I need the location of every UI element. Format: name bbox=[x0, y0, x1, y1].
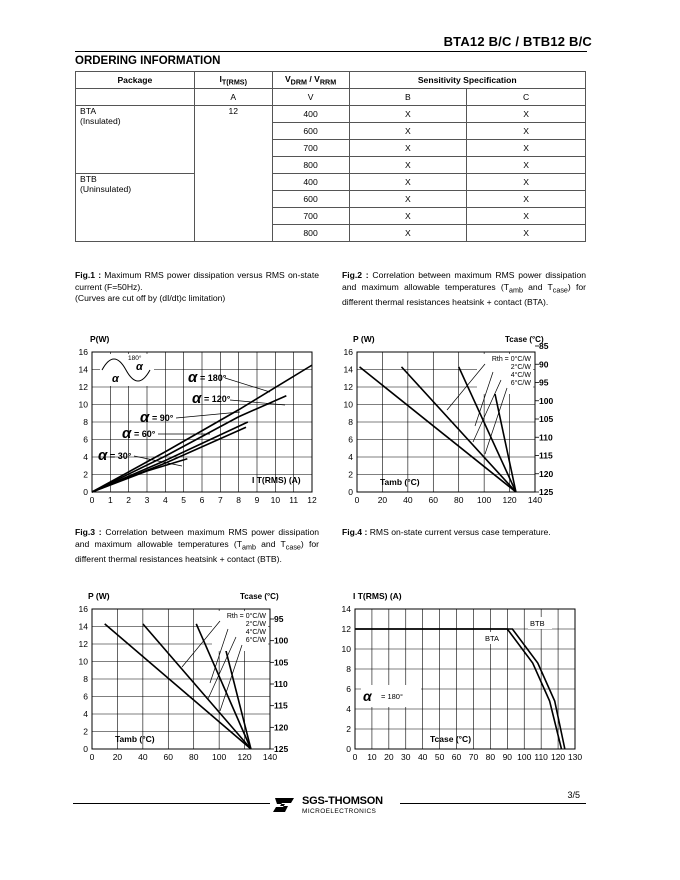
document-header-title: BTA12 B/C / BTB12 B/C bbox=[443, 34, 592, 49]
y-tick-label: 2 bbox=[346, 724, 351, 734]
x-tick-label: 8 bbox=[236, 495, 242, 505]
y2-tick-label: 100 bbox=[539, 395, 554, 406]
x-tick-label: 100 bbox=[477, 495, 492, 505]
current-cell: 12 bbox=[194, 106, 272, 242]
y2-tick-label: 95 bbox=[539, 377, 549, 388]
y-tick-label: 12 bbox=[341, 624, 351, 634]
x-tick-label: 60 bbox=[428, 495, 439, 505]
alpha-value-label: = 180° bbox=[200, 373, 227, 383]
y-tick-label: 6 bbox=[346, 684, 351, 694]
x-tick-label: 140 bbox=[527, 495, 543, 505]
alpha-value-label: = 30° bbox=[110, 451, 132, 461]
y2-tick-label: 90 bbox=[539, 359, 549, 370]
x-tick-label: 20 bbox=[384, 752, 394, 762]
x-axis-label: Tamb (°C) bbox=[115, 734, 155, 744]
y-tick-label: 8 bbox=[348, 417, 353, 427]
y2-tick-label: 105 bbox=[274, 657, 289, 668]
table-row: 800 X X bbox=[76, 225, 586, 242]
y-tick-label: 10 bbox=[343, 399, 353, 410]
header-package: Package bbox=[76, 72, 195, 89]
package-cell: BTB (Uninsulated) bbox=[76, 174, 195, 242]
y-tick-label: 2 bbox=[348, 469, 353, 480]
y-tick-label: 2 bbox=[83, 469, 88, 480]
x-tick-label: 40 bbox=[403, 495, 413, 505]
st-logo-icon bbox=[272, 794, 298, 814]
legend-entry: 6°C/W bbox=[245, 637, 266, 644]
alpha-symbol: α bbox=[140, 409, 150, 426]
page-number: 3/5 bbox=[567, 790, 580, 800]
table-row: 700 X X bbox=[76, 208, 586, 225]
plot-frame bbox=[355, 609, 575, 749]
table-row: 600 X X bbox=[76, 191, 586, 208]
y-tick-label: 2 bbox=[83, 726, 88, 737]
table-row: 800 X X bbox=[76, 157, 586, 174]
y-tick-label: 6 bbox=[83, 434, 88, 445]
y-tick-label: 14 bbox=[78, 621, 88, 632]
alpha-value-label: = 60° bbox=[134, 429, 156, 439]
unit-voltage: V bbox=[272, 89, 349, 106]
x-tick-label: 6 bbox=[199, 495, 205, 505]
header-sensitivity: Sensitivity Specification bbox=[349, 72, 586, 89]
x-tick-label: 110 bbox=[534, 752, 548, 762]
alpha-symbol: α bbox=[98, 447, 108, 464]
x-tick-label: 0 bbox=[89, 752, 95, 762]
y-tick-label: 0 bbox=[348, 487, 353, 497]
header-b: B bbox=[349, 89, 467, 106]
y-tick-label: 10 bbox=[341, 644, 351, 654]
x-tick-label: 3 bbox=[144, 495, 150, 505]
y-axis-label: P(W) bbox=[90, 334, 110, 344]
y-tick-label: 0 bbox=[83, 487, 88, 497]
y2-tick-label: 120 bbox=[274, 722, 289, 733]
x-tick-label: 11 bbox=[289, 495, 299, 505]
y-tick-label: 14 bbox=[341, 604, 351, 614]
header-c: C bbox=[467, 89, 586, 106]
alpha-value-label: = 120° bbox=[204, 394, 231, 404]
x-axis-label: Tamb (°C) bbox=[380, 477, 420, 487]
brand-name: SGS-THOMSON bbox=[302, 795, 383, 807]
fig2-chart bbox=[335, 330, 595, 510]
x-tick-label: 7 bbox=[217, 495, 223, 505]
footer-rule-right bbox=[400, 803, 586, 804]
x-tick-label: 80 bbox=[453, 495, 464, 505]
x-tick-label: 30 bbox=[401, 752, 411, 762]
alpha-value-label: = 180° bbox=[381, 692, 403, 701]
header-it: $I_{T(RMS)}$ bbox=[194, 72, 272, 89]
y-tick-label: 12 bbox=[78, 382, 88, 392]
x-tick-label: 80 bbox=[485, 752, 496, 762]
table-row: BTA (Insulated) 12 400 X X bbox=[76, 106, 586, 123]
x-tick-label: 120 bbox=[502, 495, 517, 505]
y-tick-label: 10 bbox=[78, 399, 88, 410]
inset-alpha: α bbox=[112, 373, 119, 385]
y-tick-label: 4 bbox=[83, 709, 88, 719]
x-tick-label: 0 bbox=[354, 495, 360, 505]
y-tick-label: 16 bbox=[78, 347, 88, 357]
y2-tick-label: 100 bbox=[274, 635, 289, 646]
y-tick-label: 14 bbox=[78, 364, 88, 375]
series-label-btb: BTB bbox=[530, 619, 545, 628]
table-row: BTB (Uninsulated) 400 X X bbox=[76, 174, 586, 191]
y-tick-label: 12 bbox=[78, 639, 88, 649]
legend-entry: Rth = 0°C/W bbox=[226, 613, 266, 620]
legend-entry: 2°C/W bbox=[510, 364, 531, 371]
x-tick-label: 50 bbox=[434, 752, 445, 762]
x-tick-label: 120 bbox=[237, 752, 252, 762]
x-tick-label: 60 bbox=[163, 752, 174, 762]
fig3-chart bbox=[70, 587, 330, 767]
alpha-symbol: α bbox=[122, 425, 132, 442]
x-tick-label: 60 bbox=[451, 752, 462, 762]
y2-tick-label: 110 bbox=[539, 432, 553, 443]
fig4-caption: Fig.4 : RMS on-state current versus case temperature. bbox=[342, 527, 551, 537]
y-tick-label: 8 bbox=[83, 417, 88, 427]
y2-tick-label: 85 bbox=[539, 341, 549, 351]
x-tick-label: 130 bbox=[567, 752, 583, 762]
table-row: 700 X X bbox=[76, 140, 586, 157]
fig3-caption: Fig.3 : Correlation between maximum RMS power dissipation and maximum allowable temperatures ($T_{amb}$ and $T_{case}$) for different thermal resistances heatsink + contact (BTB). bbox=[75, 527, 320, 564]
x-tick-label: 20 bbox=[377, 495, 388, 505]
footer-rule-left bbox=[73, 803, 270, 804]
y-tick-label: 8 bbox=[346, 664, 351, 674]
package-cell: BTA (Insulated) bbox=[76, 106, 195, 174]
alpha-symbol: α bbox=[192, 390, 202, 407]
x-axis-label: I T(RMS) (A) bbox=[252, 475, 301, 485]
y2-tick-label: 115 bbox=[539, 450, 553, 461]
y-tick-label: 4 bbox=[348, 452, 353, 462]
y2-tick-label: 95 bbox=[274, 614, 284, 624]
alpha-symbol: α bbox=[188, 369, 198, 386]
x-tick-label: 90 bbox=[502, 752, 513, 762]
x-tick-label: 80 bbox=[188, 752, 199, 762]
y-axis-label: P (W) bbox=[353, 334, 375, 344]
legend-entry: 4°C/W bbox=[510, 372, 531, 379]
series-label-bta: BTA bbox=[485, 634, 500, 643]
unit-current: A bbox=[194, 89, 272, 106]
x-tick-label: 70 bbox=[468, 752, 479, 762]
legend-entry: 4°C/W bbox=[245, 629, 266, 636]
y-axis-label: P (W) bbox=[88, 591, 110, 601]
alpha-symbol: α bbox=[363, 688, 372, 704]
x-tick-label: 20 bbox=[112, 752, 123, 762]
x-tick-label: 40 bbox=[138, 752, 148, 762]
x-tick-label: 0 bbox=[352, 752, 358, 762]
y2-tick-label: 105 bbox=[539, 414, 554, 424]
x-tick-label: 120 bbox=[550, 752, 566, 762]
y-tick-label: 12 bbox=[343, 382, 353, 392]
y2-tick-label: 115 bbox=[274, 700, 288, 711]
x-tick-label: 40 bbox=[417, 752, 428, 762]
fig4-chart bbox=[335, 587, 595, 767]
fig1-caption: Fig.1 : Maximum RMS power dissipation versus RMS on-state current (F=50Hz). (Curves are cut off by (dI/dt)c limitation) bbox=[75, 270, 320, 303]
inset-alpha: α bbox=[136, 361, 143, 373]
ordering-table bbox=[75, 71, 586, 242]
y2-tick-label: 125 bbox=[539, 487, 554, 497]
legend-entry: Rth = 0°C/W bbox=[491, 356, 531, 363]
alpha-value-label: = 90° bbox=[152, 413, 174, 423]
fig2-caption: Fig.2 : Correlation between maximum RMS power dissipation and maximum allowable temperatures ($T_{amb}$ and $T_{case}$) for different thermal resistances heatsink + contact (BTA). bbox=[342, 270, 587, 307]
x-tick-label: 4 bbox=[162, 495, 168, 505]
x-tick-label: 140 bbox=[262, 752, 278, 762]
inset-angle-label: 180° bbox=[128, 355, 142, 362]
y-tick-label: 0 bbox=[83, 744, 88, 754]
y-tick-label: 16 bbox=[78, 604, 88, 614]
y-axis-label: I T(RMS) (A) bbox=[353, 591, 402, 601]
y2-tick-label: 125 bbox=[274, 744, 289, 754]
y2-axis-label: Tcase (°C) bbox=[240, 592, 279, 601]
leader-line bbox=[225, 378, 270, 392]
x-tick-label: 10 bbox=[367, 752, 377, 762]
x-tick-label: 100 bbox=[517, 752, 532, 762]
y-tick-label: 6 bbox=[83, 691, 88, 702]
y-tick-label: 0 bbox=[346, 744, 351, 754]
y-tick-label: 14 bbox=[343, 364, 353, 375]
x-tick-label: 5 bbox=[181, 495, 187, 505]
section-title: ORDERING INFORMATION bbox=[75, 55, 221, 67]
x-axis-label: Tcase (°C) bbox=[430, 734, 472, 744]
y-tick-label: 4 bbox=[346, 704, 351, 714]
header-rule bbox=[75, 51, 587, 52]
y-tick-label: 4 bbox=[83, 452, 88, 462]
inset-background bbox=[100, 354, 154, 386]
x-tick-label: 2 bbox=[126, 495, 132, 505]
table-row: 600 X X bbox=[76, 123, 586, 140]
y-tick-label: 8 bbox=[83, 674, 88, 684]
x-tick-label: 12 bbox=[307, 495, 317, 505]
x-tick-label: 1 bbox=[107, 495, 113, 505]
legend-entry: 2°C/W bbox=[245, 621, 266, 628]
y-tick-label: 10 bbox=[78, 656, 88, 667]
x-tick-label: 0 bbox=[89, 495, 95, 505]
fig1-chart bbox=[70, 330, 330, 510]
x-tick-label: 9 bbox=[254, 495, 260, 505]
legend-entry: 6°C/W bbox=[510, 380, 531, 387]
y2-tick-label: 110 bbox=[274, 679, 288, 689]
x-tick-label: 10 bbox=[270, 495, 281, 505]
y2-axis-label: Tcase (°C) bbox=[505, 335, 544, 344]
y2-tick-label: 120 bbox=[539, 468, 554, 479]
brand-sub: MICROELECTRONICS bbox=[302, 808, 377, 815]
header-vdrm: $V_{DRM} / V_{RRM}$ bbox=[272, 72, 349, 89]
y-tick-label: 6 bbox=[348, 434, 353, 445]
y-tick-label: 16 bbox=[343, 347, 353, 357]
x-tick-label: 100 bbox=[212, 752, 227, 762]
